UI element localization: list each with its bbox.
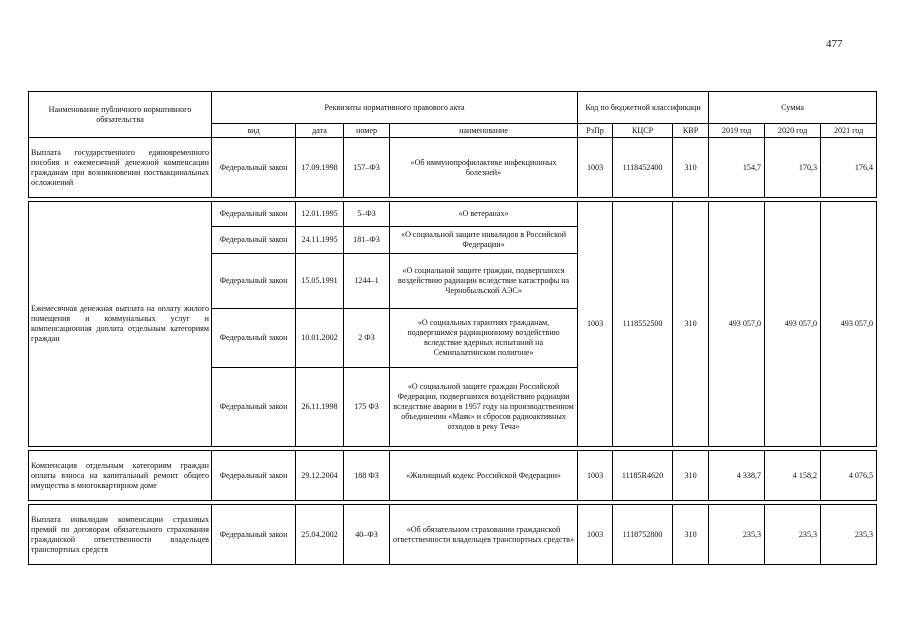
header-col-kcsr: КЦСР bbox=[613, 124, 673, 138]
act-type: Федеральный закон bbox=[212, 309, 296, 368]
act-number: 157–ФЗ bbox=[344, 138, 390, 198]
act-title: «Об обязательном страховании гражданской ответственности владельцев транспортных средств» bbox=[390, 505, 578, 565]
header-requisites: Реквизиты нормативного правового акта bbox=[212, 92, 578, 124]
header-col-2020: 2020 год bbox=[765, 124, 821, 138]
act-type: Федеральный закон bbox=[212, 202, 296, 227]
rzpr-code: 1003 bbox=[578, 202, 613, 447]
act-type: Федеральный закон bbox=[212, 368, 296, 447]
header-col-title: наименование bbox=[390, 124, 578, 138]
header-col-2019: 2019 год bbox=[709, 124, 765, 138]
sum-2019: 4 338,7 bbox=[709, 451, 765, 501]
act-title: «О социальной защите инвалидов в Российской Федерации» bbox=[390, 227, 578, 254]
kvr-code: 310 bbox=[673, 505, 709, 565]
act-date: 12.01.1995 bbox=[296, 202, 344, 227]
kcsr-code: 1118452400 bbox=[613, 138, 673, 198]
sum-2019: 154,7 bbox=[709, 138, 765, 198]
sum-2020: 170,3 bbox=[765, 138, 821, 198]
sum-2021: 176,4 bbox=[821, 138, 877, 198]
header-col-kvr: КВР bbox=[673, 124, 709, 138]
act-date: 26.11.1998 bbox=[296, 368, 344, 447]
kcsr-code: 11185R4620 bbox=[613, 451, 673, 501]
act-date: 10.01.2002 bbox=[296, 309, 344, 368]
sum-2019: 493 057,0 bbox=[709, 202, 765, 447]
header-col-date: дата bbox=[296, 124, 344, 138]
act-title: «О социальной защите граждан Российской Федерации, подвергшихся воздействию радиации вследствие аварии в 1957 году на производственном объединении «Маяк» и сбросов радиоактивных отходов в реку Теча» bbox=[390, 368, 578, 447]
kcsr-code: 1118752800 bbox=[613, 505, 673, 565]
sum-2019: 235,3 bbox=[709, 505, 765, 565]
act-number: 188 ФЗ bbox=[344, 451, 390, 501]
header-budget-code: Код по бюджетной классификаци bbox=[578, 92, 709, 124]
act-type: Федеральный закон bbox=[212, 227, 296, 254]
table-row bbox=[29, 451, 877, 501]
act-number: 175 ФЗ bbox=[344, 368, 390, 447]
table-row bbox=[29, 138, 877, 198]
act-date: 25.04.2002 bbox=[296, 505, 344, 565]
kvr-code: 310 bbox=[673, 451, 709, 501]
act-type: Федеральный закон bbox=[212, 138, 296, 198]
act-number: 181–ФЗ bbox=[344, 227, 390, 254]
act-type: Федеральный закон bbox=[212, 254, 296, 309]
act-date: 24.11.1995 bbox=[296, 227, 344, 254]
header-sum: Сумма bbox=[709, 92, 877, 124]
header-col-type: вид bbox=[212, 124, 296, 138]
header-col-2021: 2021 год bbox=[821, 124, 877, 138]
sum-2021: 493 057,0 bbox=[821, 202, 877, 447]
act-number: 40–ФЗ bbox=[344, 505, 390, 565]
act-title: «Об иммунопрофилактике инфекционных болезней» bbox=[390, 138, 578, 198]
act-title: «О социальной защите граждан, подвергшихся воздействию радиации вследствие катастрофы на Чернобыльской АЭС» bbox=[390, 254, 578, 309]
sum-2021: 4 076,5 bbox=[821, 451, 877, 501]
act-number: 2 ФЗ bbox=[344, 309, 390, 368]
act-title: «О ветеранах» bbox=[390, 202, 578, 227]
kvr-code: 310 bbox=[673, 202, 709, 447]
act-number: 1244–1 bbox=[344, 254, 390, 309]
act-title: «Жилищный кодекс Российской Федерации» bbox=[390, 451, 578, 501]
act-number: 5–ФЗ bbox=[344, 202, 390, 227]
kvr-code: 310 bbox=[673, 138, 709, 198]
rzpr-code: 1003 bbox=[578, 505, 613, 565]
act-date: 17.09.1998 bbox=[296, 138, 344, 198]
table-row bbox=[29, 202, 877, 227]
act-type: Федеральный закон bbox=[212, 451, 296, 501]
sum-2020: 235,3 bbox=[765, 505, 821, 565]
obligation-name: Выплата инвалидам компенсации страховых премий по договорам обязательного страхования гражданской ответственности владельцев транспортных средств bbox=[29, 505, 212, 565]
header-name: Наименование публичного нормативного обязательства bbox=[29, 92, 212, 138]
obligation-name: Ежемесячная денежная выплата на оплату жилого помещения и коммунальных услуг и компенсационная доплата отдельным категориям граждан bbox=[29, 202, 212, 447]
rzpr-code: 1003 bbox=[578, 138, 613, 198]
sum-2020: 493 057,0 bbox=[765, 202, 821, 447]
sum-2020: 4 158,2 bbox=[765, 451, 821, 501]
act-date: 15.05.1991 bbox=[296, 254, 344, 309]
act-type: Федеральный закон bbox=[212, 505, 296, 565]
act-title: «О социальных гарантиях гражданам, подвергшимся радиационному воздействию вследствие ядерных испытаний на Семипалатинском полигоне» bbox=[390, 309, 578, 368]
obligation-name: Выплата государственного единовременного пособия и ежемесячной денежной компенсации гражданам при возникновении поствакцинальных осложнений bbox=[29, 138, 212, 198]
rzpr-code: 1003 bbox=[578, 451, 613, 501]
header-col-number: номер bbox=[344, 124, 390, 138]
obligation-name: Компенсация отдельным категориям граждан оплаты взноса на капитальный ремонт общего имущества в многоквартирном доме bbox=[29, 451, 212, 501]
act-date: 29.12.2004 bbox=[296, 451, 344, 501]
obligations-table bbox=[28, 91, 877, 565]
kcsr-code: 1118552500 bbox=[613, 202, 673, 447]
header-col-rzpr: РзПр bbox=[578, 124, 613, 138]
sum-2021: 235,3 bbox=[821, 505, 877, 565]
page-number: 477 bbox=[826, 38, 843, 50]
table-row bbox=[29, 505, 877, 565]
